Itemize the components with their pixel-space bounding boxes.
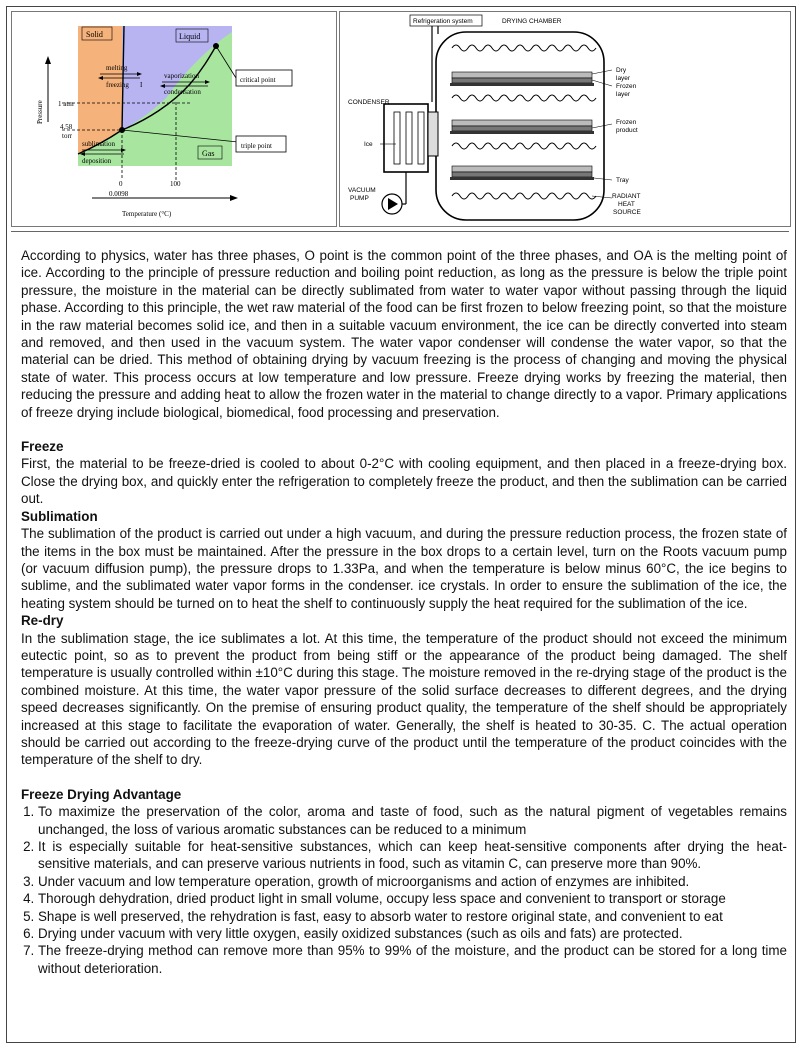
- t-0-label: 0: [119, 180, 123, 188]
- p-torr-label: torr: [62, 132, 73, 140]
- condensation-label: condensation: [164, 88, 201, 96]
- list-item: 1. To maximize the preservation of the color, aroma and taste of food, such as the natural pigment of vegetables remains unchanged, the loss of various aromatic substances can be reduced to a minimum: [38, 803, 787, 838]
- t-00098-label: 0.0098: [109, 190, 129, 198]
- article-body: [21, 247, 787, 977]
- gas-label: Gas: [202, 149, 215, 158]
- freeze-dryer-diagram: [339, 11, 791, 227]
- phase-diagram-svg: [12, 12, 338, 228]
- freezing-label: freezing: [106, 81, 129, 89]
- dry-layer-label-2: layer: [616, 75, 631, 82]
- vacuum-label: VACUUM: [348, 187, 376, 194]
- roman-one-label: I: [140, 81, 143, 89]
- sublimation-paragraph: The sublimation of the product is carried out under a high vacuum, and during the pressure reduction process, the frozen state of the items in the box must be maintained. After the pressure in the box drops to a certain level, turn on the Roots vacuum pump (or vacuum diffusion pump), the pressure drops to 1.33Pa, and when the temperature is below minus 60°C, the ice begins to sublime, and the sublimated water vapor forms in the condenser. ice crystals. In order to ensure the sublimation of the ice, the heating system should be turned on to heat the shelf to continuously supply the heat required for the sublimation of the ice.: [21, 526, 787, 611]
- melting-label: melting: [106, 64, 128, 72]
- sublimation-heading: Sublimation: [21, 508, 98, 524]
- critical-point-label: critical point: [240, 76, 276, 84]
- redry-heading: Re-dry: [21, 613, 64, 629]
- list-item: 3. Under vacuum and low temperature operation, growth of microorganisms and action of enzymes are inhibited.: [38, 873, 787, 890]
- list-item: 4. Thorough dehydration, dried product light in small volume, occupy less space and convenient to transport or storage: [38, 890, 787, 907]
- figure-row: [11, 11, 789, 227]
- frozen-layer-label-1: Frozen: [616, 83, 637, 90]
- pressure-axis-label: Pressure: [36, 100, 44, 124]
- list-item: 7. The freeze-drying method can remove more than 95% to 99% of the moisture, and the product can be stored for a long time without deterioration.: [38, 942, 787, 977]
- document-frame: [6, 6, 796, 1043]
- condenser-label: CONDENSER: [348, 99, 390, 106]
- sublimation-label: sublimation: [82, 140, 116, 148]
- dry-layer-label-1: Dry: [616, 67, 627, 74]
- section-divider: [11, 231, 789, 232]
- redry-paragraph: In the sublimation stage, the ice sublimates a lot. At this time, the temperature of the product should not exceed the minimum eutectic point, so as to prevent the product from being stiff or the appearance of the product being damaged. The shelf temperature is usually controlled within ±10°C during this stage. The moisture removed in the re-drying stage of the product is the combined moisture. At this time, the water vapor pressure of the solid surface decreases to different degrees, and the drying speed decreases significantly. On the premise of ensuring product quality, the temperature of the shelf should be appropriately increased at this stage to facilitate the evaporation of water. Generally, the shelf is heated to 30-35. C. The actual operation should be carried out according to the freeze-drying curve of the product until the temperature of the product coincides with the temperature of the shelf to dry.: [21, 630, 787, 768]
- refrigeration-system-label: Refrigeration system: [413, 18, 473, 25]
- triple-point-label: triple point: [241, 142, 272, 150]
- liquid-label: Liquid: [179, 32, 201, 41]
- t-100-label: 100: [170, 180, 181, 188]
- heat-label: HEAT: [618, 201, 635, 208]
- intro-paragraph: According to physics, water has three phases, O point is the common point of the three phases, and OA is the melting point of ice. According to the principle of pressure reduction and boiling point reduction, as long as the pressure is below the triple point pressure, the moisture in the material can be directly sublimated from water to water vapor without passing through the liquid phase. According to this principle, the wet raw material of the food can be first frozen to below freezing point, so that the moisture in the raw material becomes solid ice, and then in a suitable vacuum environment, the ice can be directly converted into steam and removed, and then used in the vacuum system. The water vapor condenser will condense the water vapor, so that the material can be dried. This method of obtaining drying by vacuum freezing is the process of changing and moving the physical state of water. This process occurs at low temperature and low pressure. Freeze drying works by freezing the material, then reducing the pressure and adding heat to allow the frozen water in the material to change directly to a vapor. Primary applications of freeze drying include biological, biomedical, food processing and preservation.: [21, 248, 787, 420]
- ice-label: Ice: [364, 141, 373, 148]
- list-item: 5. Shape is well preserved, the rehydration is fast, easy to absorb water to restore original state, and convenient to eat: [38, 908, 787, 925]
- p-1atm-label: 1 atm: [58, 100, 74, 108]
- radiant-label: RADIANT: [612, 193, 641, 200]
- temperature-axis-label: Temperature (°C): [122, 210, 172, 218]
- list-item: 6. Drying under vacuum with very little oxygen, easily oxidized substances (such as oils and fats) are protected.: [38, 925, 787, 942]
- phase-diagram: [11, 11, 337, 227]
- pump-label: PUMP: [350, 195, 369, 202]
- solid-label: Solid: [86, 30, 103, 39]
- freeze-paragraph: First, the material to be freeze-dried is cooled to about 0-2°C with cooling equipment, and then placed in a freeze-drying box. Close the drying box, and quickly enter the refrigeration to completely freeze the product, and then the sublimation can be carried out.: [21, 456, 787, 507]
- p-458-label: 4.58: [60, 123, 73, 131]
- advantage-heading: Freeze Drying Advantage: [21, 786, 182, 802]
- frozen-product-label-2: product: [616, 127, 638, 134]
- source-label: SOURCE: [613, 209, 641, 216]
- freeze-dryer-svg: [340, 12, 792, 228]
- tray-label: Tray: [616, 177, 629, 184]
- deposition-label: deposition: [82, 157, 112, 165]
- vaporization-label: vaporization: [164, 72, 199, 80]
- frozen-layer-label-2: layer: [616, 91, 631, 98]
- freeze-heading: Freeze: [21, 439, 64, 455]
- advantage-list: [21, 803, 787, 977]
- drying-chamber-label: DRYING CHAMBER: [502, 18, 562, 25]
- frozen-product-label-1: Frozen: [616, 119, 637, 126]
- list-item: 2. It is especially suitable for heat-sensitive substances, which can keep heat-sensitive components after drying the heat-sensitive materials, and can preserve various nutrients in food, such as vitamin C, can preserve more than 90%.: [38, 838, 787, 873]
